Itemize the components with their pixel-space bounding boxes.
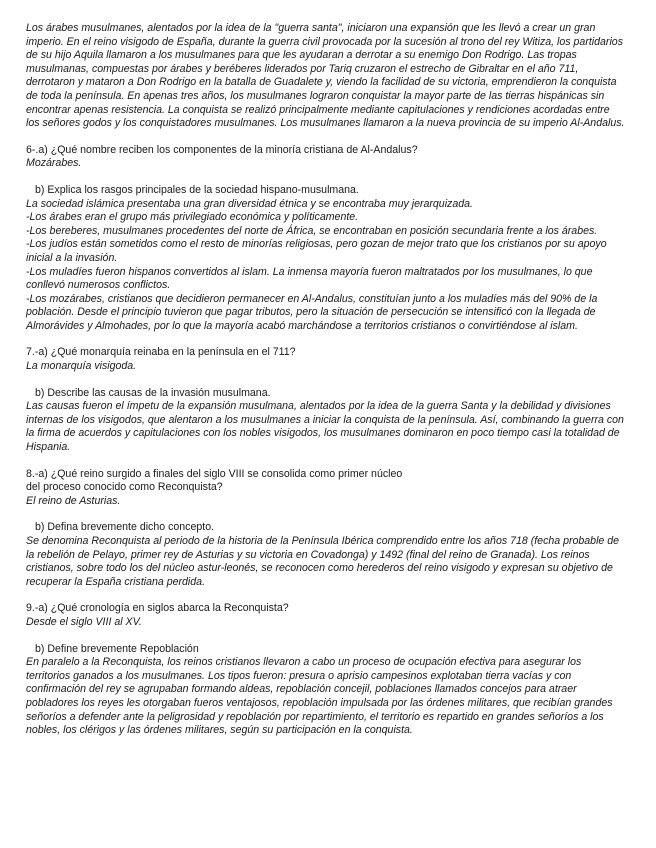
answer-6a: Mozárabes.	[26, 157, 82, 170]
question-6b	[26, 184, 626, 334]
question-8b	[26, 521, 626, 589]
intro-paragraph: Los árabes musulmanes, alentados por la idea de la "guerra santa", iniciaron una expansión que les llevó a crear un gran imperio. En el reino visigodo de España, durante la guerra civil provocada por la sucesión al trono del rey Witiza, los partidarios de su hijo Aquila llamaron a los musulmanes para que les ayudaran a derrotar a su enemigo Don Rodrigo. Las tropas musulmanas, compuestas por árabes y beréberes liderados por Tariq cruzaron el estrecho de Gibraltar en el año 711, derrotaron y mataron a Don Rodrigo en la batalla de Guadalete y, viendo la facilidad de su victoria, emprendieron la conquista de toda la península. En apenas tres años, los musulmanes lograron conquistar la mayor parte de las tierras hispánicas sin encontrar apenas resistencia. La conquista se realizó principalmente mediante capitulaciones y rendiciones acordadas entre los señores godos y los conquistadores musulmanes. Los musulmanes llamaron a la nueva provincia de su imperio Al-Andalus.	[26, 22, 625, 130]
question-6a-text: 6-.a) ¿Qué nombre reciben los componentes de la minoría cristiana de Al-Andalus?	[26, 143, 418, 156]
answer-6b-line: -Los árabes eran el grupo más privilegiado económica y políticamente.	[26, 211, 359, 224]
question-7b-text: b) Describe las causas de la invasión musulmana.	[35, 386, 271, 399]
answer-6b-line: -Los mozárabes, cristianos que decidieron permanecer en Al-Andalus, constituían junto a los muladíes más del 90% de la población. Desde el principio tuvieron que pagar tributos, pero la situación de persecución se intensificó con la llegada de Almorávides y Almohades, por lo que la mayoría acabó marchándose a territorios cristianos o convirtiéndose al islam.	[26, 292, 598, 332]
answer-6b-line: -Los judíos están sometidos como el resto de minorías religiosas, pero gozan de mejor trato que los cristianos por su apoyo inicial a la invasión.	[26, 238, 607, 264]
question-8a-text-line2: del proceso conocido como Reconquista?	[26, 481, 223, 494]
question-8a	[26, 468, 626, 509]
answer-6b	[26, 198, 626, 334]
question-6b-text: b) Explica los rasgos principales de la sociedad hispano-musulmana.	[35, 183, 359, 196]
answer-8b: Se denomina Reconquista al periodo de la historia de la Península Ibérica comprendido entre los años 718 (fecha probable de la rebelión de Pelayo, primer rey de Asturias y su victoria en Covadonga) y 1492 (final del reino de Granada). Los reinos cristianos, sobre todo los del núcleo astur-leonés, se reconocen como herederos del reino visigodo y expresan su objetivo de recuperar la España cristiana perdida.	[26, 535, 620, 588]
question-7a-text: 7.-a) ¿Qué monarquía reinaba en la península en el 711?	[26, 346, 296, 359]
question-8a-text-line1: 8.-a) ¿Qué reino surgido a finales del siglo VIII se consolida como primer núcleo	[26, 467, 403, 480]
question-8b-text: b) Defina brevemente dicho concepto.	[35, 521, 215, 534]
question-9a-text: 9.-a) ¿Qué cronología en siglos abarca la Reconquista?	[26, 602, 289, 615]
question-7b	[26, 387, 626, 455]
question-9a	[26, 602, 626, 629]
answer-6b-line: La sociedad islámica presentaba una gran diversidad étnica y se encontraba muy jerarquizada.	[26, 197, 473, 210]
answer-9b: En paralelo a la Reconquista, los reinos cristianos llevaron a cabo un proceso de ocupación efectiva para asegurar los territorios ganados a los musulmanes. Los tipos fueron: presura o aprisio campesinos explotaban tierra vacías y con confirmación del rey se agrupaban formando aldeas, repoblación concejil, poblaciones llamados concejos para atraer pobladores los reyes les otorgaban fueros ventajosos, repoblación impulsada por las órdenes militares, que recibían grandes señoríos a defender ante la peligrosidad y repoblación por repartimiento, el territorio es repartido en grandes señoríos a los nobles, los clérigos y las órdenes militares, según su participación en la conquista.	[26, 656, 613, 737]
answer-9a: Desde el siglo VIII al XV.	[26, 615, 142, 628]
question-9b	[26, 643, 626, 738]
answer-6b-line: -Los muladíes fueron hispanos convertidos al islam. La inmensa mayoría fueron maltratados por los musulmanes, lo que conllevó numerosos conflictos.	[26, 265, 593, 292]
question-7a	[26, 346, 626, 373]
answer-8a: El reino de Asturias.	[26, 494, 121, 507]
answer-7b: Las causas fueron el ímpetu de la expansión musulmana, alentados por la idea de la guerra Santa y la debilidad y divisiones internas de los visigodos, que alentaron a los musulmanes a iniciar la conquista de la península. Así, combinando la guerra con la firma de acuerdos y capitulaciones con los nobles visigodos, los musulmanes dominaron en poco tiempo casi la totalidad de Hispania.	[26, 400, 624, 454]
document-page	[26, 22, 626, 738]
question-9b-text: b) Define brevemente Repoblación	[35, 642, 199, 655]
answer-7a: La monarquía visigoda.	[26, 360, 137, 373]
answer-6b-line: -Los bereberes, musulmanes procedentes del norte de África, se encontraban en posición secundaria frente a los árabes.	[26, 224, 598, 237]
question-6a	[26, 144, 626, 171]
